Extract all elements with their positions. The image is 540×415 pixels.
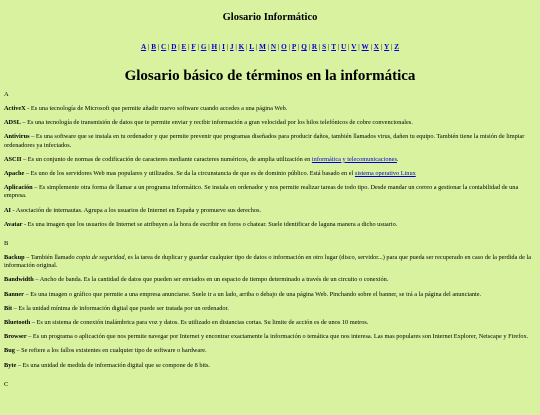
letter-link-y[interactable]: Y bbox=[384, 43, 390, 51]
section-letter-b: B bbox=[4, 240, 9, 248]
separator: | bbox=[254, 43, 260, 51]
letter-link-m[interactable]: M bbox=[259, 43, 266, 51]
entry-apache: Apache – Es uno de los servidores Web mas populares y utilizados. Se da la circunstancia de que es de dominio público. Está basado en el sistema operativo Linux bbox=[4, 170, 416, 178]
ascii-link[interactable]: informática y telecomunicaciones bbox=[311, 155, 397, 163]
separator: | bbox=[244, 43, 250, 51]
letter-link-n[interactable]: N bbox=[270, 43, 277, 51]
letter-link-l[interactable]: L bbox=[249, 43, 255, 51]
separator: | bbox=[206, 43, 212, 51]
letter-link-u[interactable]: U bbox=[341, 43, 347, 51]
entry-byte: Byte – Es una unidad de medida de información digital que se compone de 8 bits. bbox=[4, 361, 211, 369]
entry-bug: Bug – Se refiere a los fallos existentes en cualquier tipo de software o hardware. bbox=[4, 347, 207, 355]
letter-link-r[interactable]: R bbox=[311, 43, 318, 51]
page-title: Glosario básico de términos en la informática bbox=[124, 68, 416, 84]
page bbox=[0, 10, 540, 389]
separator: | bbox=[335, 43, 342, 51]
separator: | bbox=[176, 43, 182, 51]
separator: | bbox=[155, 43, 162, 51]
letter-link-b[interactable]: B bbox=[151, 43, 156, 51]
entry-aplicacion: Aplicación – Es simplemente otra forma de llamar a un programa informático. Se instala en ordenador y nos permite realizar tareas de todo tipo. Desde mandar un correo a gestionar la contabilidad de una empresa. bbox=[4, 184, 519, 200]
term: ActiveX bbox=[4, 105, 26, 112]
separator: | bbox=[378, 43, 385, 51]
separator: | bbox=[166, 43, 172, 51]
entry-ai: AI - Asociación de internautas. Agrupa a los usuarios de Internet en España y promueve sus derechos. bbox=[4, 206, 262, 214]
separator: | bbox=[233, 43, 239, 51]
section-letter-c: C bbox=[4, 380, 9, 388]
entry-avatar: Avatar - Es una imagen que los usuarios de Internet se atribuyen a la hora de escribir en foros o chatear. Suele identificar de laguna manera a dicho usuario. bbox=[4, 220, 398, 228]
letter-link-k[interactable]: K bbox=[238, 43, 245, 51]
entry-bandwidth: Bandwidth – Ancho de banda. Es la cantidad de datos que pueden ser enviados en un espacio de tiempo determinado a través de un circuito o conexión. bbox=[4, 276, 389, 284]
letter-link-e[interactable]: E bbox=[181, 43, 187, 51]
separator: | bbox=[276, 43, 282, 51]
letter-link-a[interactable]: A bbox=[140, 43, 147, 51]
entry-antivirus: Antivirus – Es una software que se instala en tu ordenador y que permite prevenir que programas diseñados para producir daños, también llamados virus, dañen tu equipo. También tiene la misión de limpiar ordenadores ya infectados. bbox=[4, 133, 525, 149]
separator: | bbox=[265, 43, 271, 51]
entry-bluetooth: Bluetooth – Es un sistema de conexión inalámbrica para voz y datos. Es utilizado en distancias cortas. Su limite de acción es de unos 10 metros. bbox=[4, 319, 369, 327]
separator: | bbox=[317, 43, 323, 51]
letter-link-i[interactable]: I bbox=[222, 43, 225, 51]
separator: | bbox=[195, 43, 201, 51]
entry-ascii: ASCII – Es un conjunto de normas de codificación de caracteres mediante caracteres numéricos, de amplia utilización en informática y telecomunicaciones. bbox=[4, 155, 399, 163]
entry-adsl: ADSL – Es una tecnología de transmisión de datos que te permite enviar y recibir información a gran velocidad por los hilos telefónicos de cobre convencionales. bbox=[4, 119, 413, 127]
letter-link-c[interactable]: C bbox=[161, 43, 167, 51]
separator: | bbox=[217, 43, 223, 51]
separator: | bbox=[146, 43, 152, 51]
separator: | bbox=[224, 43, 230, 51]
letter-link-v[interactable]: V bbox=[351, 43, 357, 51]
letter-link-d[interactable]: D bbox=[171, 43, 177, 51]
separator: | bbox=[368, 43, 374, 51]
letter-link-f[interactable]: F bbox=[191, 43, 196, 51]
entry-banner: Banner – Es una imagen o gráfico que permite a una empresa anunciarse. Suele ir a un lado, arriba o debajo de una página Web. Pinchando sobre el banner, se irá a la página del anunciante. bbox=[4, 290, 482, 298]
separator: | bbox=[326, 43, 332, 51]
entry-activex: ActiveX - Es una tecnología de Microsoft que permite añadir nuevo software cuando accedes a una página Web. bbox=[4, 105, 288, 112]
alphabet-nav bbox=[4, 41, 536, 53]
letter-link-o[interactable]: O bbox=[281, 43, 287, 51]
letter-link-x[interactable]: X bbox=[373, 43, 379, 51]
site-title: Glosario Informático bbox=[222, 12, 318, 23]
letter-link-s[interactable]: S bbox=[322, 43, 327, 51]
separator: | bbox=[286, 43, 292, 51]
separator: | bbox=[186, 43, 192, 51]
entry-browser: Browser – Es un programa o aplicación que nos permite navegar por Internet y encontrar exactamente la información o temática que nos interesa. Las mas populares son Internet Explorer, Netscape y Firefox. bbox=[4, 333, 529, 341]
letter-link-g[interactable]: G bbox=[200, 43, 207, 51]
letter-link-p[interactable]: P bbox=[291, 43, 297, 51]
separator: | bbox=[346, 43, 352, 51]
separator: | bbox=[356, 43, 362, 51]
section-letter-a: A bbox=[4, 91, 9, 98]
entry-backup: Backup – También llamado copia de seguridad, es la tarea de duplicar y guardar cualquier tipo de datos o información en otro lugar (disco, servidor...) para que pueda ser recuperado en caso de la perdida de la información original. bbox=[4, 254, 532, 270]
letter-link-j[interactable]: J bbox=[229, 43, 234, 51]
letter-link-z[interactable]: Z bbox=[394, 43, 400, 51]
separator: | bbox=[306, 43, 312, 51]
letter-link-q[interactable]: Q bbox=[301, 43, 307, 51]
letter-link-t[interactable]: T bbox=[331, 43, 336, 51]
separator: | bbox=[389, 43, 395, 51]
letter-link-w[interactable]: W bbox=[361, 43, 369, 51]
letter-link-h[interactable]: H bbox=[211, 43, 218, 51]
separator: | bbox=[296, 43, 302, 51]
entry-bit: Bit – Es la unidad mínima de información digital que puede ser tratada por un ordenador. bbox=[4, 304, 229, 312]
linux-link[interactable]: sistema operativo Linux bbox=[354, 170, 416, 178]
